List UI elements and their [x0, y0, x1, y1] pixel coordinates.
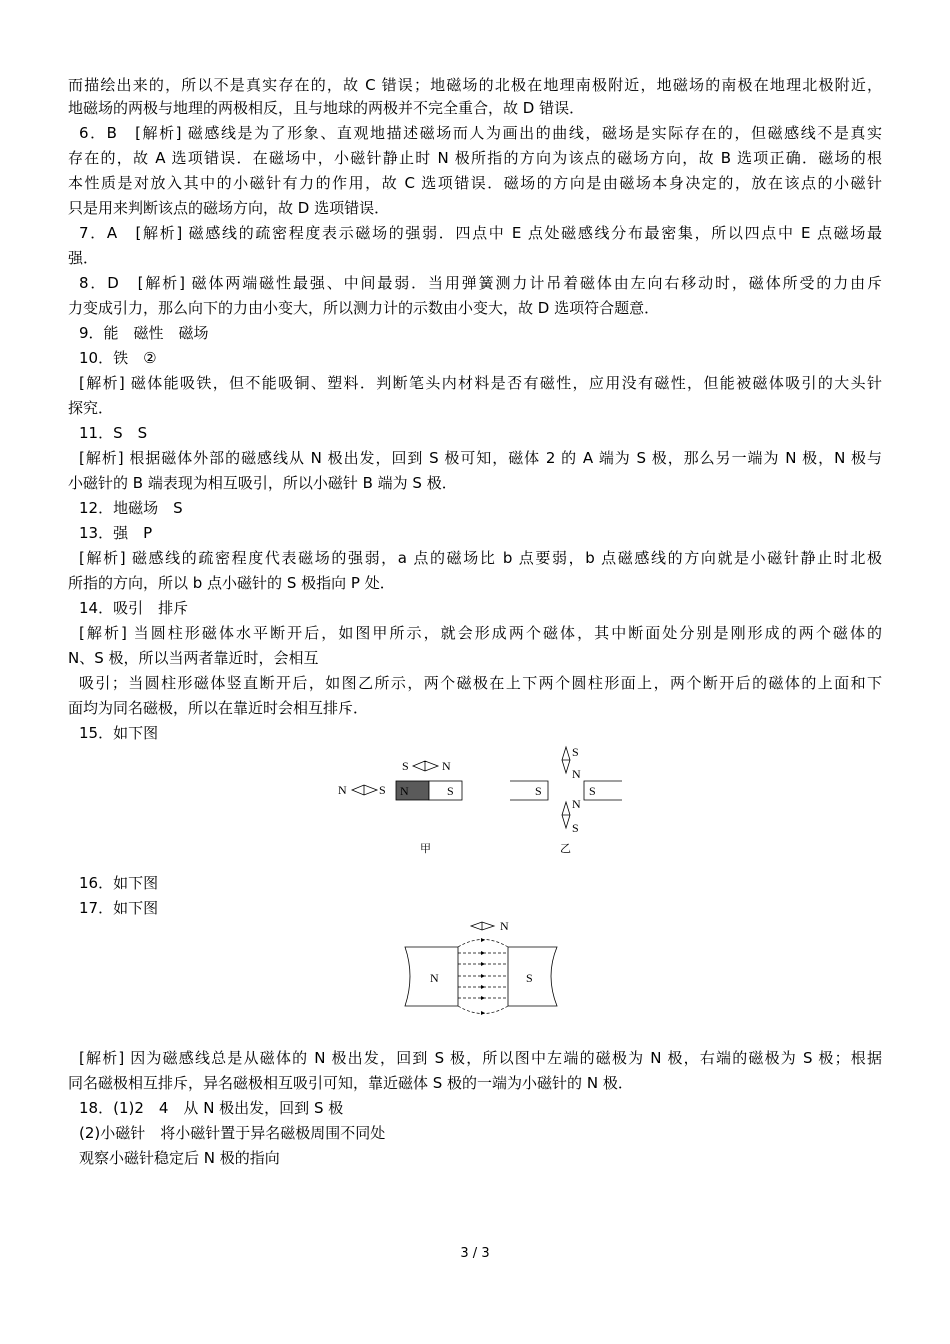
text-line: 只是用来判断该点的磁场方向，故 D 选项错误．	[68, 199, 390, 217]
text-line: 而描绘出来的，所以不是真实存在的，故 C 错误；地磁场的北极在地理南极附近，地磁场的南极在地理北极附近，	[68, 76, 882, 94]
pole-label: S	[402, 759, 409, 773]
text-line: 同名磁极相互排斥，异名磁极相互吸引可知，靠近磁体 S 极的一端为小磁针的 N 极．	[68, 1074, 633, 1092]
magnet-s-half	[429, 781, 462, 800]
svg-text:S: S	[589, 784, 596, 798]
compass-needle	[471, 922, 494, 930]
text-line: 地磁场的两极与地理的两极相反，且与地球的两极并不完全重合，故 D 错误．	[68, 99, 585, 117]
svg-text:S: S	[447, 784, 454, 798]
figure-15	[330, 740, 630, 860]
svg-text:S: S	[526, 971, 533, 985]
pole-label: N	[442, 759, 451, 773]
pole-label: S	[379, 783, 386, 797]
text-line: 吸引；当圆柱形磁体竖直断开后，如图乙所示，两个磁极在上下两个圆柱形面上，两个断开后的磁体的上面和下	[79, 674, 882, 692]
compass-needle-top	[413, 761, 438, 771]
text-line: 10．铁 ②	[79, 349, 157, 367]
text-line: 强．	[68, 249, 99, 267]
text-line: 7．A [解析] 磁感线的疏密程度表示磁场的强弱．四点中 E 点处磁感线分布最密集，所以四点中 E 点磁场最	[79, 224, 882, 242]
text-line: 18．(1)2 4 从 N 极出发，回到 S 极	[79, 1099, 344, 1117]
text-line: 存在的，故 A 选项错误．在磁场中，小磁针静止时 N 极所指的方向为该点的磁场方向，故 B 选项正确．磁场的根	[68, 149, 882, 167]
text-line: 探究．	[68, 399, 114, 417]
text-line: 12．地磁场 S	[79, 499, 183, 517]
svg-text:N: N	[500, 919, 509, 933]
svg-text:S: S	[535, 784, 542, 798]
svg-text:S: S	[572, 821, 579, 835]
figure-17	[395, 910, 565, 1020]
compass-needle-left	[352, 785, 377, 795]
text-line: 小磁针的 B 端表现为相互吸引，所以小磁针 B 端为 S 极．	[68, 474, 457, 492]
page-number: 3 / 3	[460, 1246, 490, 1261]
text-line: [解析] 磁感线的疏密程度代表磁场的强弱，a 点的磁场比 b 点要弱，b 点磁感线的方向就是小磁针静止时北极	[79, 549, 882, 567]
text-line: 本性质是对放入其中的小磁针有力的作用，故 C 选项错误．磁场的方向是由磁场本身决定的，放在该点的小磁针	[68, 174, 882, 192]
text-line: 14．吸引 排斥	[79, 599, 189, 617]
svg-text:N: N	[430, 971, 439, 985]
text-line: N、S 极，所以当两者靠近时，会相互	[68, 649, 319, 667]
text-line: 15．如下图	[79, 724, 159, 742]
magnet-left-half	[510, 781, 548, 800]
svg-text:N: N	[572, 797, 581, 811]
svg-text:N: N	[400, 784, 409, 798]
figure-label-yi: 乙	[560, 842, 571, 855]
pole-label: N	[338, 783, 347, 797]
text-line: [解析] 根据磁体外部的磁感线从 N 极出发，回到 S 极可知，磁体 2 的 A 端为 S 极，那么另一端为 N 极，N 极与	[79, 449, 882, 467]
text-line: 17．如下图	[79, 899, 159, 917]
text-line: 13．强 P	[79, 524, 153, 542]
svg-text:S: S	[572, 745, 579, 759]
text-line: [解析] 因为磁感线总是从磁体的 N 极出发，回到 S 极，所以图中左端的磁极为 N 极，右端的磁极为 S 极；根据	[79, 1049, 882, 1067]
field-arrows	[481, 938, 485, 1015]
text-line: [解析] 当圆柱形磁体水平断开后，如图甲所示，就会形成两个磁体，其中断面处分别是刚形成的两个磁体的	[79, 624, 882, 642]
text-line: 所指的方向，所以 b 点小磁针的 S 极指向 P 处．	[68, 574, 395, 592]
compass-needle-upper	[562, 747, 570, 828]
text-line: 观察小磁针稳定后 N 极的指向	[79, 1149, 280, 1167]
svg-text:N: N	[572, 767, 581, 781]
text-line: [解析] 磁体能吸铁，但不能吸铜、塑料．判断笔头内材料是否有磁性，应用没有磁性，但能被磁体吸引的大头针	[79, 374, 882, 392]
figure-label-jia: 甲	[420, 842, 431, 855]
text-line: 6．B [解析] 磁感线是为了形象、直观地描述磁场而人为画出的曲线，磁场是实际存在的，但磁感线不是真实	[79, 124, 882, 142]
text-line: 11．S S	[79, 424, 148, 442]
text-line: 16．如下图	[79, 874, 159, 892]
text-line: 8．D [解析] 磁体两端磁性最强、中间最弱．当用弹簧测力计吊着磁体由左向右移动时，磁体所受的力由斥	[79, 274, 882, 292]
text-line: 9．能 磁性 磁场	[79, 324, 209, 342]
text-line: 力变成引力，那么向下的力由小变大，所以测力计的示数由小变大，故 D 选项符合题意．	[68, 299, 660, 317]
text-line: 面均为同名磁极，所以在靠近时会相互排斥．	[68, 699, 369, 717]
text-line: (2)小磁针 将小磁针置于异名磁极周围不同处	[79, 1124, 386, 1142]
